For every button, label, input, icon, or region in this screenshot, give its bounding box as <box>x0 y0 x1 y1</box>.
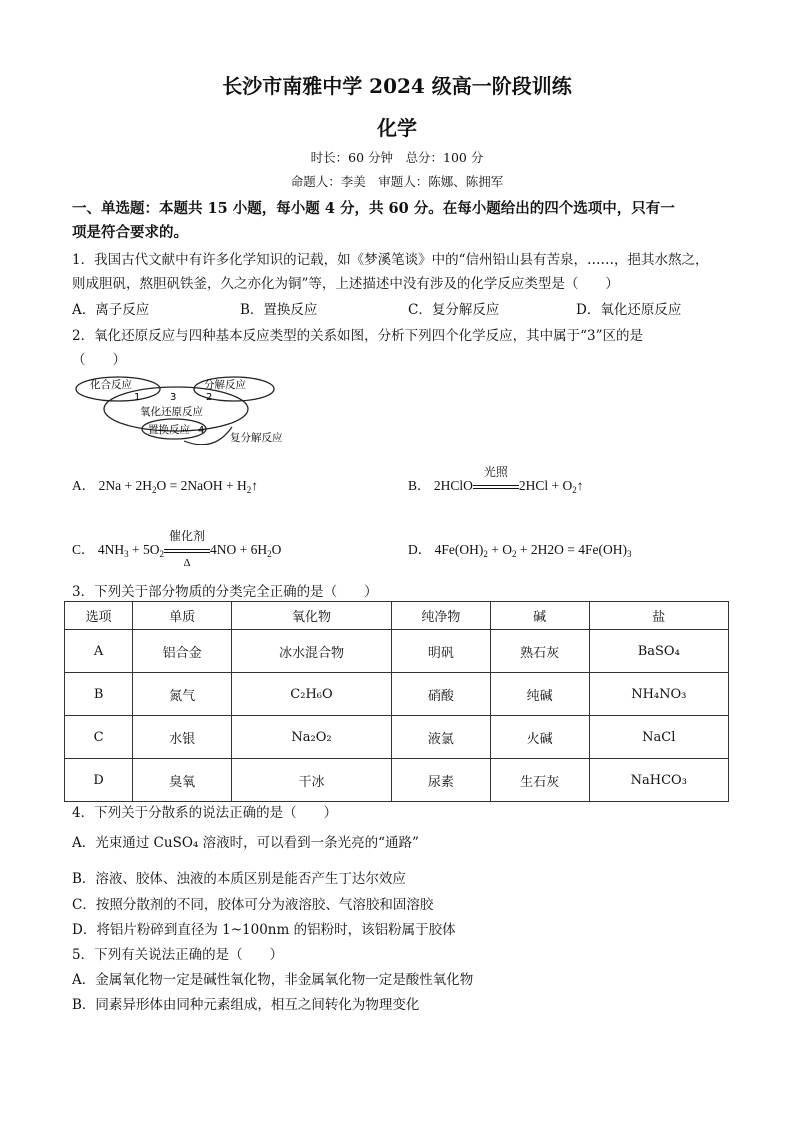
table-header-row <box>65 602 729 630</box>
section-heading-line2: 项是符合要求的。 <box>72 224 188 241</box>
q5-option-b[interactable]: B．同素异形体由同种元素组成，相互之间转化为物理变化 <box>72 997 420 1013</box>
table-row <box>65 673 729 716</box>
table-cell: 液氯 <box>391 716 490 759</box>
q2-c-heat: Δ <box>183 557 191 569</box>
table-cell: C <box>65 716 133 759</box>
label-decomposition: 分解反应 <box>204 379 246 391</box>
q2-b-gas-arrow: ↑ <box>576 478 584 493</box>
table-cell: Na₂O₂ <box>232 716 392 759</box>
col-header: 氧化物 <box>232 602 392 630</box>
col-header: 盐 <box>589 602 728 630</box>
table-cell: 火碱 <box>490 716 589 759</box>
q2-b-condition: 光照 <box>483 465 508 479</box>
table-cell: 尿素 <box>391 759 490 802</box>
q2-c-rhs-part1: 4NO + 6H <box>210 542 268 557</box>
label-region-1: 1 <box>134 392 141 403</box>
q2-c-label: C． <box>72 542 95 557</box>
q2-c-rhs-part2: O <box>271 542 282 557</box>
q2-a-gas-arrow: ↑ <box>251 478 258 493</box>
double-decomposition-arc <box>184 427 232 445</box>
q2-a-eq-part1: 2Na + 2H <box>98 478 152 493</box>
label-region-3: 3 <box>170 392 177 403</box>
q5-option-a[interactable]: A．金属氧化物一定是碱性氧化物，非金属氧化物一定是酸性氧化物 <box>72 972 474 988</box>
table-cell: 铝合金 <box>133 630 232 673</box>
col-header: 单质 <box>133 602 232 630</box>
q2-b-products: 2HCl + O <box>518 478 573 493</box>
table-cell: 水银 <box>133 716 232 759</box>
table-cell: A <box>65 630 133 673</box>
q2-option-b[interactable]: B． 2HClO 光照 $2HCl + O_2↑$ <box>408 465 584 495</box>
reaction-type-diagram <box>74 375 314 445</box>
label-displacement: 置换反应 <box>148 424 190 436</box>
q2-d-part3: + 2H2O = 4Fe(OH) <box>516 542 627 557</box>
q4-option-b[interactable]: B．溶液、胶体、浊液的本质区别是能否产生丁达尔效应 <box>72 871 406 887</box>
q2-option-d[interactable]: D． $4Fe(OH)_2 + O_2 + 2H2O = 4Fe(OH)_3$ <box>408 542 632 559</box>
q1-stem-line1: 1．我国古代文献中有许多化学知识的记载，如《梦溪笔谈》中的“信州铅山县有苦泉，……，挹其水熬之， <box>72 252 709 268</box>
q4-option-a[interactable]: A．光束通过 CuSO₄ 溶液时，可以看到一条光亮的“通路” <box>72 835 419 851</box>
table-cell: 硝酸 <box>391 673 490 716</box>
q2-stem-line2: （ ） <box>72 352 126 368</box>
table-row <box>65 759 729 802</box>
q2-d-label: D． <box>408 542 432 557</box>
table-cell: BaSO₄ <box>589 630 728 673</box>
authors-info: 命题人：李美 审题人：陈娜、陈拥军 <box>290 174 504 189</box>
q3-stem: 3．下列关于部分物质的分类完全正确的是（ ） <box>72 584 378 600</box>
q2-c-lhs-part2: + 5O <box>128 542 160 557</box>
time-info: 时长：60 分钟 总分：100 分 <box>310 150 484 165</box>
q2-b-reactant: 2HClO <box>433 478 473 493</box>
q2-c-catalyst: 催化剂 <box>169 529 206 543</box>
table-cell: 干冰 <box>232 759 392 802</box>
table-row <box>65 716 729 759</box>
table-cell: NaCl <box>589 716 728 759</box>
table-cell: 氮气 <box>133 673 232 716</box>
q2-option-a[interactable]: A． $2Na + 2H_2O$ = 2NaOH + $H_2↑$ <box>72 478 258 495</box>
table-cell: 明矾 <box>391 630 490 673</box>
q5-stem: 5．下列有关说法正确的是（ ） <box>72 947 284 963</box>
table-cell: 冰水混合物 <box>232 630 392 673</box>
q1-option-d[interactable]: D．氧化还原反应 <box>576 302 682 318</box>
q1-option-a[interactable]: A．离子反应 <box>72 302 150 318</box>
section-heading-line1: 一、单选题：本题共 15 小题，每小题 4 分，共 60 分。在每小题给出的四个选项中，只有一 <box>72 200 675 217</box>
label-region-2: 2 <box>206 392 213 403</box>
q2-a-label: A． <box>72 478 96 493</box>
table-cell: 纯碱 <box>490 673 589 716</box>
q4-option-c[interactable]: C．按照分散剂的不同，胶体可分为液溶胶、气溶胶和固溶胶 <box>72 897 434 913</box>
q2-c-condition-arrow <box>164 529 210 569</box>
q2-option-c[interactable]: C． $4NH_3 + 5O_2$ 催化剂 Δ $4NO + 6H_2O$ <box>72 529 282 569</box>
label-combination: 化合反应 <box>90 379 132 391</box>
q2-d-part1: 4Fe(OH) <box>434 542 484 557</box>
subject-title: 化学 <box>377 116 417 140</box>
classification-table <box>64 601 729 802</box>
table-cell: NH₄NO₃ <box>589 673 728 716</box>
table-row <box>65 630 729 673</box>
q2-c-lhs-part1: 4NH <box>97 542 125 557</box>
table-cell: D <box>65 759 133 802</box>
table-cell: 熟石灰 <box>490 630 589 673</box>
label-redox: 氧化还原反应 <box>140 406 203 418</box>
q2-b-label: B． <box>408 478 431 493</box>
label-double-decomposition: 复分解反应 <box>230 432 283 444</box>
q1-option-b[interactable]: B．置换反应 <box>240 302 318 318</box>
table-cell: B <box>65 673 133 716</box>
q1-option-c[interactable]: C．复分解反应 <box>408 302 500 318</box>
q2-a-eq-part2: O = 2NaOH + H <box>156 478 247 493</box>
q1-stem-line2: 则成胆矾，熬胆矾铁釜，久之亦化为铜”等，上述描述中没有涉及的化学反应类型是（ ） <box>72 276 619 292</box>
q2-b-condition-arrow <box>473 465 519 494</box>
table-cell: 生石灰 <box>490 759 589 802</box>
table-cell: 臭氧 <box>133 759 232 802</box>
table-cell: NaHCO₃ <box>589 759 728 802</box>
exam-title: 长沙市南雅中学 2024 级高一阶段训练 <box>222 74 572 98</box>
col-header: 碱 <box>490 602 589 630</box>
col-header: 纯净物 <box>391 602 490 630</box>
q2-stem-line1: 2．氧化还原反应与四种基本反应类型的关系如图，分析下列四个化学反应，其中属于“3”区的是 <box>72 328 643 344</box>
q4-stem: 4．下列关于分散系的说法正确的是（ ） <box>72 805 338 821</box>
label-region-4: 4 <box>198 425 205 436</box>
table-cell: C₂H₆O <box>232 673 392 716</box>
col-header: 选项 <box>65 602 133 630</box>
q4-option-d[interactable]: D．将铝片粉碎到直径为 1~100nm 的铝粉时，该铝粉属于胶体 <box>72 922 456 938</box>
q2-d-part2: + O <box>487 542 512 557</box>
